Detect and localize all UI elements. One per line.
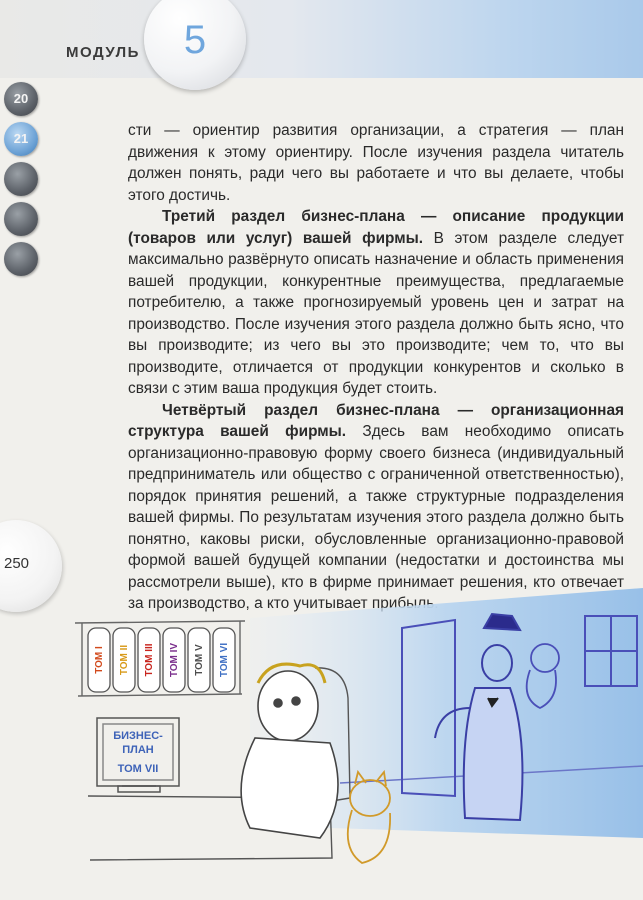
chapter-tab-21[interactable]: 21: [4, 122, 38, 156]
monitor-text: ПЛАН: [122, 744, 154, 756]
header-band: [0, 0, 643, 78]
chapter-tab-3[interactable]: [4, 162, 38, 196]
book-label: ТОМ VI: [219, 642, 230, 678]
section-3-heading: Третий раздел бизнес-плана — описание продукции (товаров или услуг) вашей фирмы.: [128, 208, 624, 247]
book-label: ТОМ I: [94, 646, 105, 674]
cartoon-illustration: [0, 588, 643, 900]
body-text: [128, 120, 624, 615]
cartoon-drawing: [0, 588, 643, 900]
book-label: ТОМ V: [194, 644, 205, 676]
chapter-tab-20[interactable]: 20: [4, 82, 38, 116]
paragraph-section-4: Четвёртый раздел бизнес-плана — организационная структура вашей фирмы. Здесь вам необходимо описать организационно-правовую форму своего бизнеса (индивидуальный предприниматель или общество с ограниченной ответственностью), порядок принятия решений, а также структурные подразделения вашей фирмы. По результатам изучения этого раздела должно быть понятно, каковы риски, обусловленные организационно-правовой формой вашей будущей компании (недостатки и достоинства мы рассмотрели выше), кто в фирме принимает решения, кто отвечает за производство, а кто учитывает прибыль.: [128, 401, 624, 612]
module-number: 5: [183, 18, 207, 62]
book-label: ТОМ III: [144, 643, 155, 677]
paragraph: сти — ориентир развития организации, а стратегия — план движения к этому ориентиру. После изучения раздела читатель должен понять, ради чего вы работаете и что вы делаете, чтобы этого достичь.: [128, 122, 624, 204]
page-number: 250: [4, 555, 30, 572]
paragraph-section-3: Третий раздел бизнес-плана — описание продукции (товаров или услуг) вашей фирмы. В этом разделе следует максимально развёрнуто описать назначение и область применения вашей продукции, конкурентные преимущества, предлагаемые потребителю, а также прогнозируемый уровень цен и затрат на производство. После изучения этого раздела должно быть ясно, что вы производите; из чего вы это производите; чем то, что вы производите, отличается от продукции конкурентов и сколько в связи с этим ваша продукция будет стоить.: [128, 208, 624, 397]
chapter-tab-4[interactable]: [4, 202, 38, 236]
book-label: ТОМ IV: [169, 642, 180, 678]
monitor-text: ТОМ VII: [117, 763, 159, 775]
book-label: ТОМ II: [119, 644, 130, 676]
chapter-tab-5[interactable]: [4, 242, 38, 276]
monitor-text: БИЗНЕС-: [113, 730, 163, 742]
books: [88, 628, 235, 692]
module-label: МОДУЛЬ: [66, 44, 140, 61]
section-4-heading: Четвёртый раздел бизнес-плана — организационная структура вашей фирмы.: [128, 401, 624, 440]
chapter-tabs: [4, 82, 44, 282]
